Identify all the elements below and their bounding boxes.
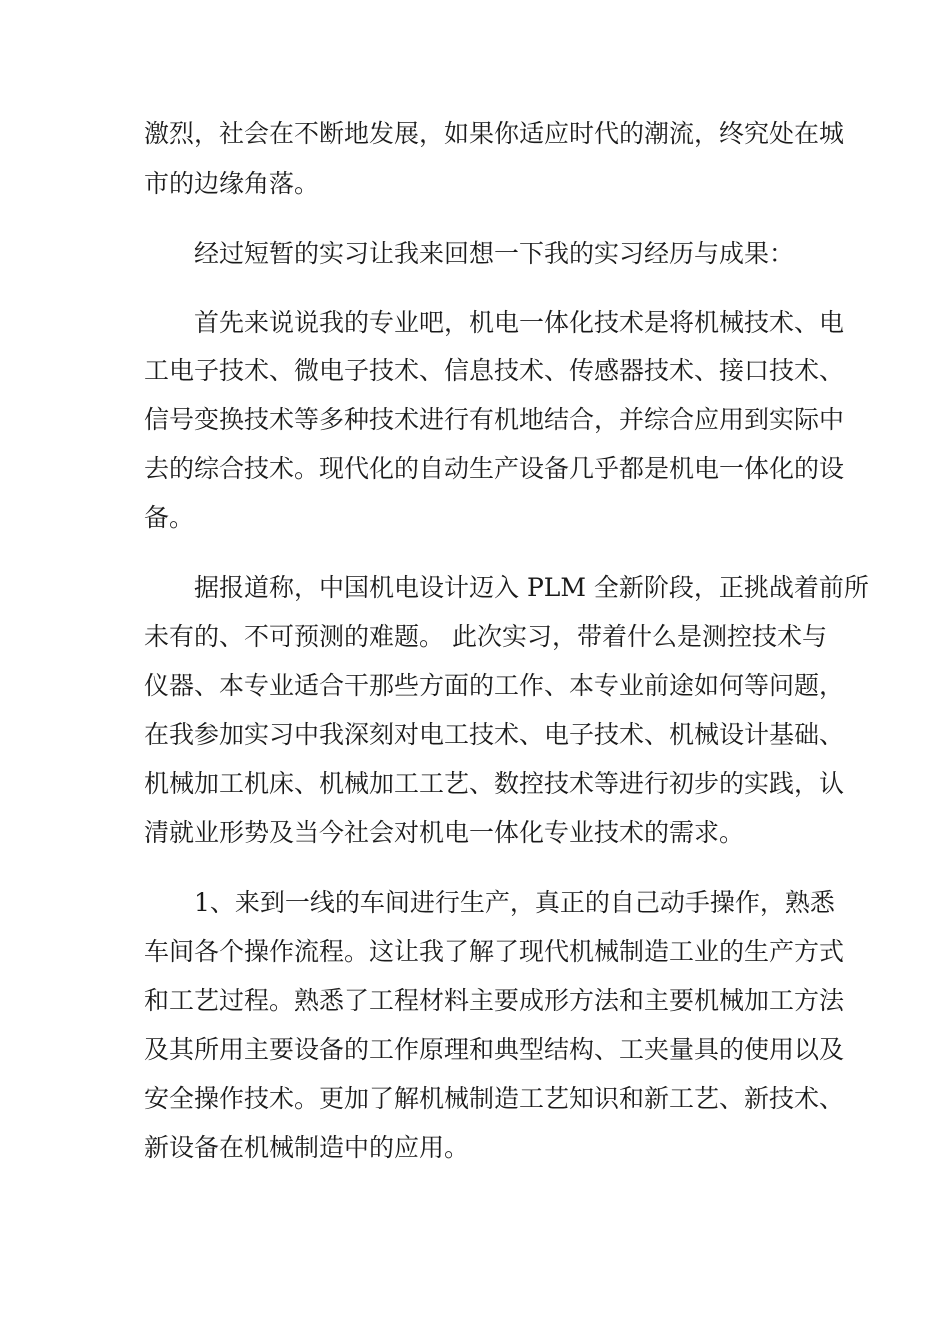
- paragraph-line: 安全操作技术。更加了解机械制造工艺知识和新工艺、新技术、: [144, 1084, 845, 1113]
- paragraph-line: 工电子技术、微电子技术、信息技术、传感器技术、接口技术、: [144, 356, 845, 385]
- paragraph-line: 及其所用主要设备的工作原理和典型结构、工夹量具的使用以及: [144, 1035, 845, 1064]
- paragraph-line: 备。: [144, 503, 195, 532]
- paragraph-line: 清就业形势及当今社会对机电一体化专业技术的需求。: [144, 818, 745, 847]
- paragraph-line: 仪器、本专业适合干那些方面的工作、本专业前途如何等问题，: [144, 671, 845, 700]
- paragraph-line: 激烈，社会在不断地发展，如果你适应时代的潮流，终究处在城: [144, 119, 845, 148]
- paragraph-line: 市的边缘角落。: [144, 169, 320, 198]
- paragraph-line: 信号变换技术等多种技术进行有机地结合，并综合应用到实际中: [144, 405, 845, 434]
- paragraph-line: 新设备在机械制造中的应用。: [144, 1133, 470, 1162]
- paragraph-line: 未有的、不可预测的难题。 此次实习，带着什么是测控技术与: [144, 622, 827, 651]
- paragraph-line: 去的综合技术。现代化的自动生产设备几乎都是机电一体化的设: [144, 454, 845, 483]
- paragraph-line: 机械加工机床、机械加工工艺、数控技术等进行初步的实践，认: [144, 769, 845, 798]
- paragraph-line: 和工艺过程。熟悉了工程材料主要成形方法和主要机械加工方法: [144, 986, 845, 1015]
- paragraph-line: 在我参加实习中我深刻对电工技术、电子技术、机械设计基础、: [144, 720, 845, 749]
- paragraph-line: 经过短暂的实习让我来回想一下我的实习经历与成果：: [194, 239, 795, 268]
- paragraph-line: 车间各个操作流程。这让我了解了现代机械制造工业的生产方式: [144, 937, 845, 966]
- paragraph-line: 据报道称，中国机电设计迈入 PLM 全新阶段，正挑战着前所: [194, 573, 869, 602]
- paragraph-line: 1、来到一线的车间进行生产，真正的自己动手操作，熟悉: [194, 888, 835, 917]
- paragraph-line: 首先来说说我的专业吧，机电一体化技术是将机械技术、电: [194, 308, 845, 337]
